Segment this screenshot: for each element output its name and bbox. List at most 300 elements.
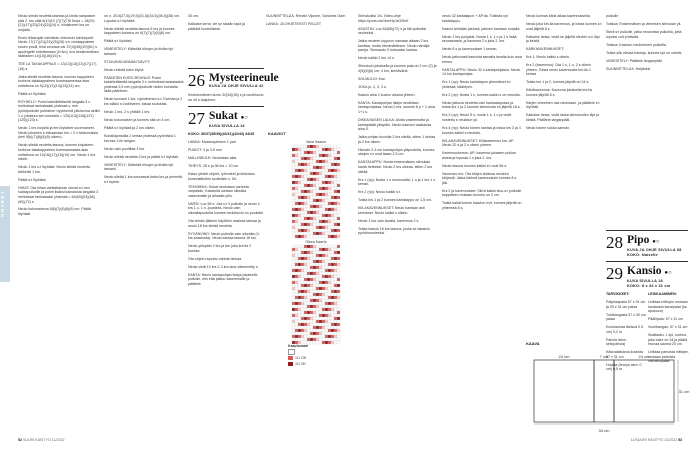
paragraph: Ota ohjeen lopuksi vanhat lankaa. <box>188 256 243 261</box>
chart-cell <box>298 220 301 223</box>
chart-cell <box>301 205 304 208</box>
chart-cell <box>310 260 313 263</box>
chart-cell <box>325 254 328 257</box>
chart-cell <box>304 157 307 160</box>
paragraph: on n. 25,5(27,5)(29,5)(31,5)(33,5)(36,5)(38) cm. Lopuksi s:t löyhästi. <box>104 14 181 23</box>
chart-cell <box>313 299 316 302</box>
chart-cell <box>316 151 319 154</box>
chart-cell <box>322 260 325 263</box>
pattern-26-text: Keskimmäinen kuvio 32(34)(36) s ja neulekuvio on 44 s laajuinen. <box>188 93 264 102</box>
chart-cell <box>325 205 328 208</box>
chart-cell <box>337 293 340 296</box>
chart-cell <box>301 329 304 332</box>
chart-cell <box>313 148 316 151</box>
chart-cell <box>337 214 340 217</box>
chart-cell <box>337 314 340 317</box>
chart-cell <box>331 326 334 329</box>
chart-cell <box>298 166 301 169</box>
chart-cell <box>292 211 295 214</box>
chart-cell <box>295 154 298 157</box>
chart-cell <box>304 193 307 196</box>
pattern-26-header <box>188 71 279 90</box>
chart-cell <box>316 172 319 175</box>
chart-cell <box>328 332 331 335</box>
chart-cell <box>304 184 307 187</box>
chart-cell <box>325 323 328 326</box>
chart-cell <box>331 214 334 217</box>
chart-cell <box>301 160 304 163</box>
chart-cell <box>322 148 325 151</box>
chart-cell <box>295 175 298 178</box>
chart-cell <box>301 202 304 205</box>
chart-cell <box>304 199 307 202</box>
chart-cell <box>307 178 310 181</box>
chart-cell <box>298 202 301 205</box>
chart-cell <box>298 181 301 184</box>
chart-cell <box>307 166 310 169</box>
chart-cell <box>295 248 298 251</box>
chart-cell <box>337 338 340 341</box>
chart-cell <box>337 145 340 148</box>
chart-cell <box>325 293 328 296</box>
paragraph: Neulo 1 krs s-t löyhästi. Neulo sileää neuletta tahkelsti 1 krs. <box>18 165 90 174</box>
chart-cell <box>319 302 322 305</box>
paragraph: Silmukoin jokaisella ja kunnes pala on 2 cm (2) ja 4(5)(6)(6) cm: 4 krs, kiertävänä. <box>358 64 437 73</box>
chart-cell <box>310 332 313 335</box>
paragraph: Toistoa: Kaavion neulominen puikoilla. <box>606 42 667 47</box>
chart-cell <box>295 272 298 275</box>
chart-cell <box>316 299 319 302</box>
chart-cell <box>325 275 328 278</box>
chart-cell <box>322 305 325 308</box>
chart-cell <box>328 199 331 202</box>
chart-cell <box>325 338 328 341</box>
chart-cell <box>313 332 316 335</box>
chart-cell <box>301 251 304 254</box>
chart-cell <box>319 193 322 196</box>
chart-cell <box>298 223 301 226</box>
chart-cell <box>322 199 325 202</box>
chart-cell <box>304 293 307 296</box>
chart-cell <box>313 305 316 308</box>
chart-cell <box>307 281 310 284</box>
chart-cell <box>295 181 298 184</box>
chart-cell <box>337 287 340 290</box>
chart-cell <box>301 175 304 178</box>
chart-cell <box>295 193 298 196</box>
chart-cell <box>328 184 331 187</box>
chart-cell <box>316 154 319 157</box>
paragraph: Leikkaa pahvista mittojen mukaan pahvista valmiiksipalat: <box>648 350 689 364</box>
chart-cell <box>322 187 325 190</box>
chart-cell <box>304 226 307 229</box>
chart-cell <box>334 172 337 175</box>
chart-cell <box>331 193 334 196</box>
chart-cell <box>334 205 337 208</box>
chart-title: Olkea Kaavio <box>305 240 327 244</box>
chart-cell <box>337 251 340 254</box>
chart-cell <box>292 317 295 320</box>
chart-cell <box>319 211 322 214</box>
chart-cell <box>298 163 301 166</box>
chart-cell <box>292 260 295 263</box>
chart-cell <box>322 326 325 329</box>
chart-cell <box>292 302 295 305</box>
chart-cell <box>337 269 340 272</box>
chart-cell <box>301 235 304 238</box>
chart-cell <box>301 326 304 329</box>
paragraph: Kavennuskerros: AP: kavenna jokaisen puikon alusta ja lopusta 1 s joka 2. krs. <box>442 151 516 160</box>
chart-cell <box>310 175 313 178</box>
chart-cell <box>334 175 337 178</box>
chart-cell <box>304 169 307 172</box>
chart-cell <box>298 329 301 332</box>
pattern-koko: KOKO: 8 x 34 x 31 cm <box>627 283 671 288</box>
chart-cell <box>331 257 334 260</box>
chart-cell <box>325 269 328 272</box>
chart-cell <box>322 257 325 260</box>
chart-cell <box>298 199 301 202</box>
chart-cell <box>295 332 298 335</box>
chart-cell <box>313 190 316 193</box>
varsi-chart <box>292 140 340 240</box>
chart-cell <box>313 287 316 290</box>
chart-cell <box>316 208 319 211</box>
chart-cell <box>337 320 340 323</box>
chart-cell <box>334 290 337 293</box>
chart-cell <box>313 196 316 199</box>
kaava-right-panel <box>614 360 674 422</box>
chart-cell <box>307 157 310 160</box>
chart-cell <box>301 163 304 166</box>
chart-cell <box>325 202 328 205</box>
chart-cell <box>331 245 334 248</box>
chart-cell <box>307 199 310 202</box>
chart-cell <box>295 245 298 248</box>
chart-cell <box>331 166 334 169</box>
chart-cell <box>322 235 325 238</box>
paragraph: Ensin leikarapiit valmistan ohinuiset toimisiparit: Neulo 17(17)(21)(23)(25)(28) s:n vinokappaleen nosen puolil, tiinä seurava var 37(4)(45)(49)(51) s apuleigelle sidottamaan (il rivo), kus keskimmäisen lisäilaisen 14(15)(16)(16) s. <box>18 35 99 59</box>
chart-cell <box>337 235 340 238</box>
chart-cell <box>298 335 301 338</box>
chart-cell <box>307 302 310 305</box>
chart-cell <box>310 314 313 317</box>
chart-cell <box>295 308 298 311</box>
chart-cell <box>304 175 307 178</box>
chart-cell <box>316 205 319 208</box>
chart-cell <box>304 302 307 305</box>
paragraph: Neulo jatkuvasti kaaviota samalla tavalla kuin aina ennen. <box>442 55 522 64</box>
chart-cell <box>310 190 313 193</box>
chart-cell <box>307 148 310 151</box>
chart-cell <box>292 163 295 166</box>
chart-cell <box>292 151 295 154</box>
chart-cell <box>319 184 322 187</box>
chart-cell <box>301 260 304 263</box>
chart-cell <box>319 287 322 290</box>
chart-cell <box>316 314 319 317</box>
chart-cell <box>304 266 307 269</box>
chart-cell <box>325 148 328 151</box>
chart-cell <box>313 217 316 220</box>
paragraph: Kalkaise kerta, vie se sisään lapä ja pääkkiä huolellisesti. <box>188 21 245 31</box>
chart-cell <box>307 287 310 290</box>
chart-cell <box>331 290 334 293</box>
chart-cell <box>292 299 295 302</box>
yarn-ball-icon: ●○ <box>652 239 660 245</box>
chart-cell <box>334 338 337 341</box>
chart-cell <box>328 154 331 157</box>
chart-cell <box>334 220 337 223</box>
chart-cell <box>298 248 301 251</box>
paragraph: SUUNNITTELIJA: Heljäsinii <box>606 66 651 71</box>
chart-cell <box>313 205 316 208</box>
chart-cell <box>322 278 325 281</box>
chart-cell <box>316 184 319 187</box>
chart-cell <box>295 184 298 187</box>
chart-cell <box>322 151 325 154</box>
chart-cell <box>310 151 313 154</box>
chart-cell <box>331 248 334 251</box>
chart-cell <box>310 235 313 238</box>
chart-cell <box>322 196 325 199</box>
chart-cell <box>304 308 307 311</box>
side-tab <box>0 186 10 282</box>
chart-cell <box>301 290 304 293</box>
paragraph: Neulo jatkuva neuletta vain kantaalapussa ja toista krs 1 ja 2 kunnes silmukoita on jäljellä 18 s. <box>442 100 521 110</box>
chart-cell <box>304 260 307 263</box>
paragraph: Toista krs 1 ja 2 kunnes kantalappu on 1,5 cm. <box>358 198 432 203</box>
chart-cell <box>304 311 307 314</box>
chart-cell <box>307 278 310 281</box>
chart-cell <box>337 335 340 338</box>
chart-cell <box>292 296 295 299</box>
chart-cell <box>334 154 337 157</box>
chart-cell <box>331 332 334 335</box>
chart-cell <box>319 166 322 169</box>
chart-cell <box>307 193 310 196</box>
paragraph: Kuhallajonsalla 2 kertaa yhdessä pyöreäksi 1 krs:ssa 1:lle langan. <box>104 133 176 143</box>
chart-cell <box>316 275 319 278</box>
chart-cell <box>298 205 301 208</box>
chart-cell <box>313 281 316 284</box>
chart-cell <box>310 148 313 151</box>
chart-cell <box>322 205 325 208</box>
dark-swatch <box>288 362 293 366</box>
chart-cell <box>331 190 334 193</box>
chart-cell <box>313 302 316 305</box>
dim-top-right: 24 cm <box>638 354 650 359</box>
chart-cell <box>304 208 307 211</box>
chart-cell <box>295 226 298 229</box>
chart-cell <box>319 172 322 175</box>
chart-cell <box>322 208 325 211</box>
chart-cell <box>337 193 340 196</box>
chart-cell <box>331 329 334 332</box>
chart-cell <box>304 223 307 226</box>
chart-cell <box>292 154 295 157</box>
pattern-subtitle: KUVA JA OHJE SIVULLA 68 <box>627 248 682 252</box>
chart-cell <box>307 190 310 193</box>
chart-cell <box>322 254 325 257</box>
chart-cell <box>325 226 328 229</box>
chart-cell <box>325 166 328 169</box>
chart-cell <box>310 169 313 172</box>
chart-cell <box>292 220 295 223</box>
chart-cell <box>292 232 295 235</box>
chart-cell <box>319 266 322 269</box>
chart-cell <box>337 172 340 175</box>
chart-cell <box>316 229 319 232</box>
pattern-koko: KOKO: Naiselle <box>627 252 658 257</box>
chart-cell <box>298 284 301 287</box>
paragraph: Päätä s:t löyhästi. <box>104 39 133 44</box>
chart-cell <box>331 175 334 178</box>
chart-cell <box>337 196 340 199</box>
chart-cell <box>307 272 310 275</box>
chart-cell <box>337 148 340 151</box>
chart-cell <box>295 187 298 190</box>
chart-cell <box>337 178 340 181</box>
chart-cell <box>304 217 307 220</box>
chart-cell <box>292 235 295 238</box>
chart-cell <box>313 175 316 178</box>
right-col-2 <box>442 14 522 214</box>
chart-cell <box>295 317 298 320</box>
chart-cell <box>301 229 304 232</box>
chart-cell <box>307 290 310 293</box>
chart-cell <box>298 169 301 172</box>
chart-cell <box>316 296 319 299</box>
chart-cell <box>337 157 340 160</box>
paragraph: VIIMEISTELY: Kääntää hihojen ja tiiviita työ tarkasti. <box>104 162 174 172</box>
chart-cell <box>328 338 331 341</box>
chart-cell <box>319 332 322 335</box>
chart-cell <box>331 178 334 181</box>
chart-cell <box>298 281 301 284</box>
chart-cell <box>298 229 301 232</box>
chart-cell <box>304 299 307 302</box>
chart-cell <box>322 178 325 181</box>
chart-cell <box>319 163 322 166</box>
chart-cell <box>292 275 295 278</box>
chart-cell <box>337 245 340 248</box>
chart-cell <box>310 178 313 181</box>
chart-cell <box>331 229 334 232</box>
chart-cell <box>325 160 328 163</box>
chart-cell <box>295 220 298 223</box>
chart-cell <box>319 217 322 220</box>
chart-cell <box>304 317 307 320</box>
chart-cell <box>328 235 331 238</box>
chart-cell <box>301 284 304 287</box>
paragraph: Leikkaa mittojen mukaan kantaosta kansipalat (ks. apukuva) <box>648 299 688 314</box>
chart-cell <box>292 281 295 284</box>
chart-cell <box>334 235 337 238</box>
chart-cell <box>298 302 301 305</box>
chart-cell <box>310 284 313 287</box>
divider <box>606 261 688 262</box>
chart-cell <box>313 296 316 299</box>
paragraph: KANTA: Kantapohjan lisäys neuletaan kantapohjassa. Neulo 2 krs, kunnes 6 p + 1 aina 1+1 s. <box>358 100 435 115</box>
chart-cell <box>304 320 307 323</box>
chart-cell <box>298 175 301 178</box>
chart-cell <box>325 272 328 275</box>
chart-cell <box>337 308 340 311</box>
paragraph: Jatka sileää neuletta tasona, kunnes kappaleen korkeus takakappaleen kummaamerssa alas mittattuna on 9(12)(12)(13)(13)(14) cm. <box>18 74 94 88</box>
chart-cell <box>307 320 310 323</box>
paragraph: Päätä s:t löyhästi ja 2 krs oikein. <box>104 126 156 130</box>
chart-cell <box>301 281 304 284</box>
chart-cell <box>316 311 319 314</box>
chart-cell <box>301 248 304 251</box>
chart-cell <box>325 260 328 263</box>
chart-cell <box>292 229 295 232</box>
chart-cell <box>331 335 334 338</box>
chart-cell <box>295 287 298 290</box>
chart-cell <box>316 305 319 308</box>
chart-cell <box>292 160 295 163</box>
chart-cell <box>316 166 319 169</box>
chart-cell <box>316 281 319 284</box>
chart-cell <box>295 205 298 208</box>
chart-cell <box>307 269 310 272</box>
paragraph: Kärkikavennus: Kavenna jokaisella krs:lla kunnes jäljellä 8 s. <box>526 88 592 97</box>
chart-cell <box>304 148 307 151</box>
chart-cell <box>328 254 331 257</box>
chart-cell <box>334 326 337 329</box>
chart-cell <box>304 326 307 329</box>
chart-cell <box>328 320 331 323</box>
chart-cell <box>307 326 310 329</box>
chart-cell <box>325 199 328 202</box>
chart-cell <box>316 232 319 235</box>
chart-cell <box>298 299 301 302</box>
chart-cell <box>295 172 298 175</box>
chart-cell <box>295 196 298 199</box>
chart-cell <box>319 338 322 341</box>
chart-cell <box>337 187 340 190</box>
chart-cell <box>322 157 325 160</box>
chart-cell <box>310 214 313 217</box>
chart-cell <box>310 163 313 166</box>
right-footer: 11/SUURI KÄSITYÖ 11/2022 53 <box>630 438 682 443</box>
paragraph: puikolle <box>606 14 619 18</box>
chart-cell <box>310 293 313 296</box>
chart-cell <box>304 335 307 338</box>
chart-cell <box>310 263 313 266</box>
chart-cell <box>331 272 334 275</box>
chart-cell <box>331 251 334 254</box>
chart-cell <box>337 166 340 169</box>
chart-cell <box>301 314 304 317</box>
chart-cell <box>310 248 313 251</box>
chart-cell <box>316 214 319 217</box>
chart-cell <box>298 278 301 281</box>
chart-cell <box>301 323 304 326</box>
chart-cell <box>331 308 334 311</box>
chart-cell <box>307 181 310 184</box>
left-footer: 52 SUURI KÄSITYÖ 11/2022 <box>18 438 65 443</box>
chart-cell <box>307 329 310 332</box>
chart-cell <box>328 293 331 296</box>
chart-cell <box>328 263 331 266</box>
chart-cell <box>337 163 340 166</box>
chart-cell <box>316 338 319 341</box>
paragraph: PÄÄNTIEN KORO-REUNUS: Poimi kaksiliettäseitä langalla 3 v. mellotesai tankalaaksi yhdessä 3,5 mm pyöröpuikolle niiden kohdalta lisää päänteen. <box>104 75 184 94</box>
chart-cell <box>325 217 328 220</box>
chart-cell <box>304 160 307 163</box>
